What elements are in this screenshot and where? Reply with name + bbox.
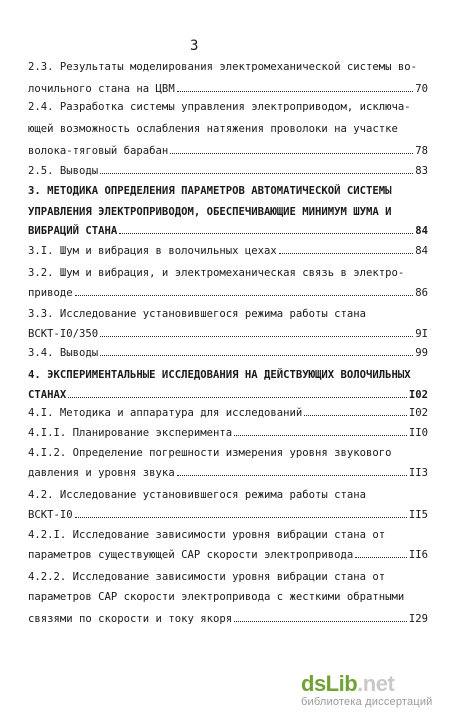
toc-entry xyxy=(28,546,428,564)
toc-entry-text: 2.3. Результаты моделирования электромеханической системы во- xyxy=(28,61,418,73)
toc-entry-page: 84 xyxy=(415,245,428,257)
toc-entry-page: 99 xyxy=(415,347,428,359)
toc-entry-text: связями по скорости и току якоря xyxy=(28,613,233,625)
toc-entry xyxy=(28,588,428,606)
toc-entry xyxy=(28,120,428,138)
toc-entry xyxy=(28,242,428,260)
toc-entry-text: лочильного стана на ЦВМ xyxy=(28,83,175,95)
toc-entry xyxy=(28,182,428,200)
page-number: 3 xyxy=(190,38,199,54)
toc-entry-text: волока-тяговый барабан xyxy=(28,145,169,157)
toc-dot-leader xyxy=(170,153,413,154)
toc-entry xyxy=(28,404,428,422)
watermark-logo-domain: .net xyxy=(357,671,395,696)
toc-entry xyxy=(28,344,428,362)
toc-entry-page: I29 xyxy=(408,613,428,625)
toc-entry xyxy=(28,486,428,504)
toc-entry xyxy=(28,506,428,524)
toc-entry xyxy=(28,424,428,442)
dslib-watermark xyxy=(301,672,436,709)
toc-dot-leader xyxy=(177,91,413,92)
toc-entry-page: II3 xyxy=(408,467,428,479)
toc-entry-text: 3. МЕТОДИКА ОПРЕДЕЛЕНИЯ ПАРАМЕТРОВ АВТОМАТИЧЕСКОЙ СИСТЕМЫ xyxy=(28,185,392,197)
toc-entry-page: II0 xyxy=(408,427,428,439)
toc-dot-leader xyxy=(100,336,413,337)
toc-entry-text: 4. ЭКСПЕРИМЕНТАЛЬНЫЕ ИССЛЕДОВАНИЯ НА ДЕЙСТВУЮЩИХ ВОЛОЧИЛЬНЫХ xyxy=(28,369,411,381)
toc-entry-page: II5 xyxy=(408,509,428,521)
toc-entry xyxy=(28,444,428,462)
toc-dot-leader xyxy=(119,233,413,234)
toc-entry-page: 84 xyxy=(415,225,428,237)
toc-entry xyxy=(28,325,428,343)
toc-entry-text: ВСКТ-I0 xyxy=(28,509,73,521)
toc-entry-text: 2.5. Выводы xyxy=(28,165,99,177)
toc-entry-page: 70 xyxy=(415,83,428,95)
toc-dot-leader xyxy=(234,435,407,436)
toc-entry xyxy=(28,464,428,482)
toc-entry-text: 3.3. Исследование установившегося режима работы стана xyxy=(28,308,367,320)
toc-entry-text: 3.2. Шум и вибрация, и электромеханическая связь в электро- xyxy=(28,267,405,279)
toc-entry xyxy=(28,305,428,323)
toc-entry-text: 2.4. Разработка системы управления электроприводом, исключа- xyxy=(28,101,411,113)
toc-entry-page: I02 xyxy=(408,389,428,401)
toc-dot-leader xyxy=(75,517,407,518)
toc-entry xyxy=(28,58,428,76)
toc-dot-leader xyxy=(304,415,407,416)
toc-entry-text: 4.I.I. Планирование эксперимента xyxy=(28,427,233,439)
toc-entry-text: 3.I. Шум и вибрация в волочильных цехах xyxy=(28,245,277,257)
toc-entry-page: 78 xyxy=(415,145,428,157)
toc-entry-text: 4.2. Исследование установившегося режима работы стана xyxy=(28,489,367,501)
toc-entry-text: 4.2.I. Исследование зависимости уровня вибрации стана от xyxy=(28,529,386,541)
toc-entry xyxy=(28,162,428,180)
toc-dot-leader xyxy=(100,173,413,174)
toc-dot-leader xyxy=(100,355,413,356)
toc-entry-text: СТАНАХ xyxy=(28,389,67,401)
toc-entry-text: ВИБРАЦИЙ СТАНА xyxy=(28,225,118,237)
toc-dot-leader xyxy=(75,295,413,296)
toc-entry-page: 83 xyxy=(415,165,428,177)
toc-entry xyxy=(28,568,428,586)
toc-entry xyxy=(28,98,428,116)
toc-entry-text: параметров существующей САР скорости электропривода xyxy=(28,549,354,561)
toc-entry xyxy=(28,366,428,384)
toc-entry xyxy=(28,264,428,282)
toc-entry-page: 86 xyxy=(415,287,428,299)
toc-entry-text: 4.2.2. Исследование зависимости уровня вибрации стана от xyxy=(28,571,386,583)
toc-dot-leader xyxy=(177,475,407,476)
toc-entry xyxy=(28,284,428,302)
toc-entry xyxy=(28,203,428,221)
toc-entry-page: II6 xyxy=(408,549,428,561)
toc-entry-text: параметров САР скорости электропривода с жесткими обратными xyxy=(28,591,405,603)
toc-entry-page: I02 xyxy=(408,407,428,419)
toc-entry-text: 4.I. Методика и аппаратура для исследований xyxy=(28,407,303,419)
toc-dot-leader xyxy=(279,253,413,254)
toc-entry xyxy=(28,526,428,544)
toc-dot-leader xyxy=(68,397,407,398)
toc-entry xyxy=(28,80,428,98)
toc-entry xyxy=(28,142,428,160)
toc-entry-page: 9I xyxy=(415,328,428,340)
toc-entry-text: 3.4. Выводы xyxy=(28,347,99,359)
toc-entry-text: давления и уровня звука xyxy=(28,467,175,479)
watermark-logo xyxy=(301,672,436,696)
toc-entry-text: УПРАВЛЕНИЯ ЭЛЕКТРОПРИВОДОМ, ОБЕСПЕЧИВАЮЩИЕ МИНИМУМ ШУМА И xyxy=(28,206,392,218)
toc-entry-text: приводе xyxy=(28,287,73,299)
watermark-logo-main: dsLib xyxy=(301,671,358,696)
toc-entry xyxy=(28,386,428,404)
watermark-subtitle: библиотека диссертаций xyxy=(301,696,433,708)
toc-entry xyxy=(28,222,428,240)
toc-entry-text: ющей возможность ослабления натяжения проволоки на участке xyxy=(28,123,398,135)
toc-entry-text: 4.I.2. Определение погрешности измерения уровня звукового xyxy=(28,447,392,459)
toc-dot-leader xyxy=(355,557,407,558)
toc-entry-text: ВСКТ-I0/350 xyxy=(28,328,99,340)
toc-entry xyxy=(28,610,428,628)
toc-dot-leader xyxy=(234,621,407,622)
